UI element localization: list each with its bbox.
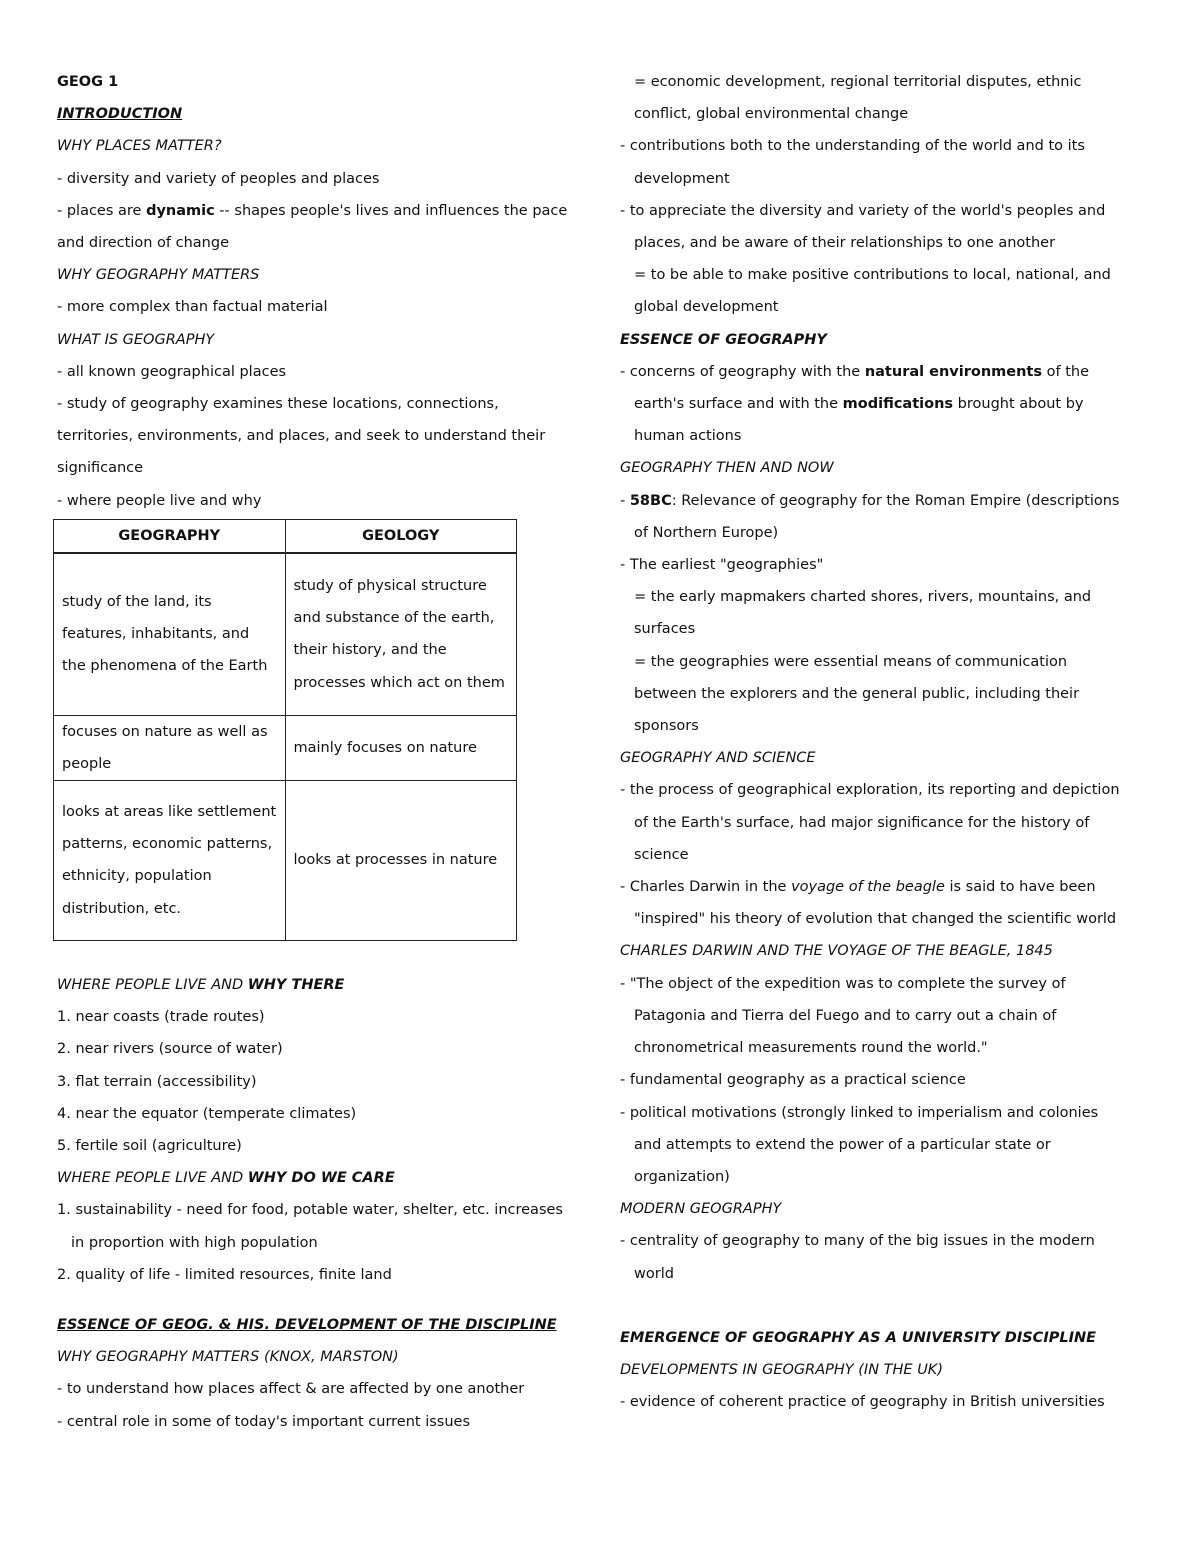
text-line: earth's surface and with the modifications brought about by [634, 396, 1084, 413]
what-is-geography-heading: WHAT IS GEOGRAPHY [57, 331, 215, 348]
text-line: - study of geography examines these locations, connections, [57, 396, 499, 413]
text-line: and attempts to extend the power of a particular state or [634, 1136, 1051, 1153]
table-header-geography: GEOGRAPHY [54, 519, 286, 553]
text-line: - all known geographical places [57, 363, 287, 380]
text-line: - more complex than factual material [57, 299, 328, 316]
text-line: development [634, 170, 730, 187]
text-line: - political motivations (strongly linked to imperialism and colonies [620, 1104, 1099, 1121]
list-item: 2. near rivers (source of water) [57, 1041, 283, 1058]
text-line: science [634, 846, 689, 863]
list-item: 4. near the equator (temperate climates) [57, 1105, 357, 1122]
table-cell: study of physical structure and substance of the earth, their history, and the processes which act on them [285, 553, 517, 715]
list-item: 5. fertile soil (agriculture) [57, 1137, 242, 1154]
table-header-geology: GEOLOGY [285, 519, 517, 553]
uk-developments-heading: DEVELOPMENTS IN GEOGRAPHY (IN THE UK) [620, 1361, 943, 1378]
why-geography-heading: WHY GEOGRAPHY MATTERS [57, 267, 260, 284]
text-line: sponsors [634, 718, 699, 735]
text-line: between the explorers and the general public, including their [634, 685, 1080, 702]
modern-geography-heading: MODERN GEOGRAPHY [620, 1201, 782, 1218]
text-line: - to understand how places affect & are affected by one another [57, 1381, 525, 1398]
text-line: - The earliest "geographies" [620, 557, 824, 574]
list-item: 2. quality of life - limited resources, finite land [57, 1266, 392, 1283]
text-line: territories, environments, and places, and seek to understand their [57, 428, 546, 445]
text-line: and direction of change [57, 235, 229, 252]
table-header-row [54, 519, 517, 553]
text-line: - Charles Darwin in the voyage of the beagle is said to have been [620, 879, 1096, 896]
emergence-heading: EMERGENCE OF GEOGRAPHY AS A UNIVERSITY DISCIPLINE [620, 1329, 1097, 1346]
left-column [57, 66, 577, 1438]
text-line: conflict, global environmental change [634, 106, 909, 123]
why-care-heading: WHERE PEOPLE LIVE AND WHY DO WE CARE [57, 1170, 395, 1187]
bold-term: natural environments [864, 363, 1042, 380]
text-line: - diversity and variety of peoples and places [57, 170, 380, 187]
table-row [54, 715, 517, 780]
text-line: - centrality of geography to many of the big issues in the modern [620, 1233, 1095, 1250]
text-line: - 58BC: Relevance of geography for the Roman Empire (descriptions [620, 492, 1120, 509]
text-line: significance [57, 460, 144, 477]
knox-marston-heading: WHY GEOGRAPHY MATTERS (KNOX, MARSTON) [57, 1349, 399, 1366]
text-line: - fundamental geography as a practical science [620, 1072, 966, 1089]
table-cell: focuses on nature as well as people [54, 715, 286, 780]
geography-and-science-heading: GEOGRAPHY AND SCIENCE [620, 750, 816, 767]
introduction-heading: INTRODUCTION [57, 106, 183, 123]
list-item: 1. sustainability - need for food, potable water, shelter, etc. increases [57, 1202, 563, 1219]
table-row [54, 780, 517, 940]
darwin-heading: CHARLES DARWIN AND THE VOYAGE OF THE BEAGLE, 1845 [620, 943, 1053, 960]
text-line: - contributions both to the understanding of the world and to its [620, 138, 1085, 155]
text-line: "inspired" his theory of evolution that changed the scientific world [634, 911, 1117, 928]
text-line: places, and be aware of their relationships to one another [634, 235, 1056, 252]
list-item-continued: in proportion with high population [71, 1234, 318, 1251]
text-line: chronometrical measurements round the world." [634, 1040, 988, 1057]
text-line: of Northern Europe) [634, 524, 779, 541]
table-cell: study of the land, its features, inhabitants, and the phenomena of the Earth [54, 553, 286, 715]
text-line: = to be able to make positive contributions to local, national, and [634, 267, 1111, 284]
why-places-heading: WHY PLACES MATTER? [57, 138, 222, 155]
comparison-table [53, 519, 517, 941]
text-line: = the geographies were essential means of communication [634, 653, 1068, 670]
then-and-now-heading: GEOGRAPHY THEN AND NOW [620, 460, 834, 477]
text-line: organization) [634, 1168, 730, 1185]
essence-development-heading: ESSENCE OF GEOG. & HIS. DEVELOPMENT OF THE DISCIPLINE [57, 1316, 557, 1333]
text-line: of the Earth's surface, had major significance for the history of [634, 814, 1090, 831]
text-line: = the early mapmakers charted shores, rivers, mountains, and [634, 589, 1092, 606]
text-line: = economic development, regional territorial disputes, ethnic [634, 74, 1082, 90]
table-cell: looks at areas like settlement patterns, economic patterns, ethnicity, population distribution, etc. [54, 780, 286, 940]
list-item: 3. flat terrain (accessibility) [57, 1073, 257, 1090]
text-line: world [634, 1265, 674, 1282]
bold-term: modifications [842, 396, 954, 413]
text-line: - to appreciate the diversity and variety of the world's peoples and [620, 202, 1106, 219]
text-line: human actions [634, 428, 742, 445]
text-line: - "The object of the expedition was to complete the survey of [620, 975, 1066, 992]
where-people-live-heading: WHERE PEOPLE LIVE AND WHY THERE [57, 976, 345, 993]
document-title: GEOG 1 [57, 74, 119, 90]
list-item: 1. near coasts (trade routes) [57, 1009, 265, 1026]
table-cell: mainly focuses on nature [285, 715, 517, 780]
text-line: surfaces [634, 621, 696, 638]
bold-term: dynamic [146, 202, 215, 219]
table-row [54, 553, 517, 715]
text-line: - evidence of coherent practice of geography in British universities [620, 1394, 1105, 1411]
text-line: - where people live and why [57, 492, 262, 509]
table-cell: looks at processes in nature [285, 780, 517, 940]
text-line: - central role in some of today's important current issues [57, 1413, 471, 1430]
right-column [620, 66, 1140, 1418]
essence-of-geography-heading: ESSENCE OF GEOGRAPHY [620, 331, 827, 348]
bold-term: 58BC [629, 492, 672, 509]
text-line: - concerns of geography with the natural environments of the [620, 363, 1089, 380]
text-line: - the process of geographical exploration, its reporting and depiction [620, 782, 1120, 799]
text-line: - places are dynamic -- shapes people's lives and influences the pace [57, 202, 568, 219]
text-line: global development [634, 299, 779, 316]
text-line: Patagonia and Tierra del Fuego and to carry out a chain of [634, 1007, 1057, 1024]
